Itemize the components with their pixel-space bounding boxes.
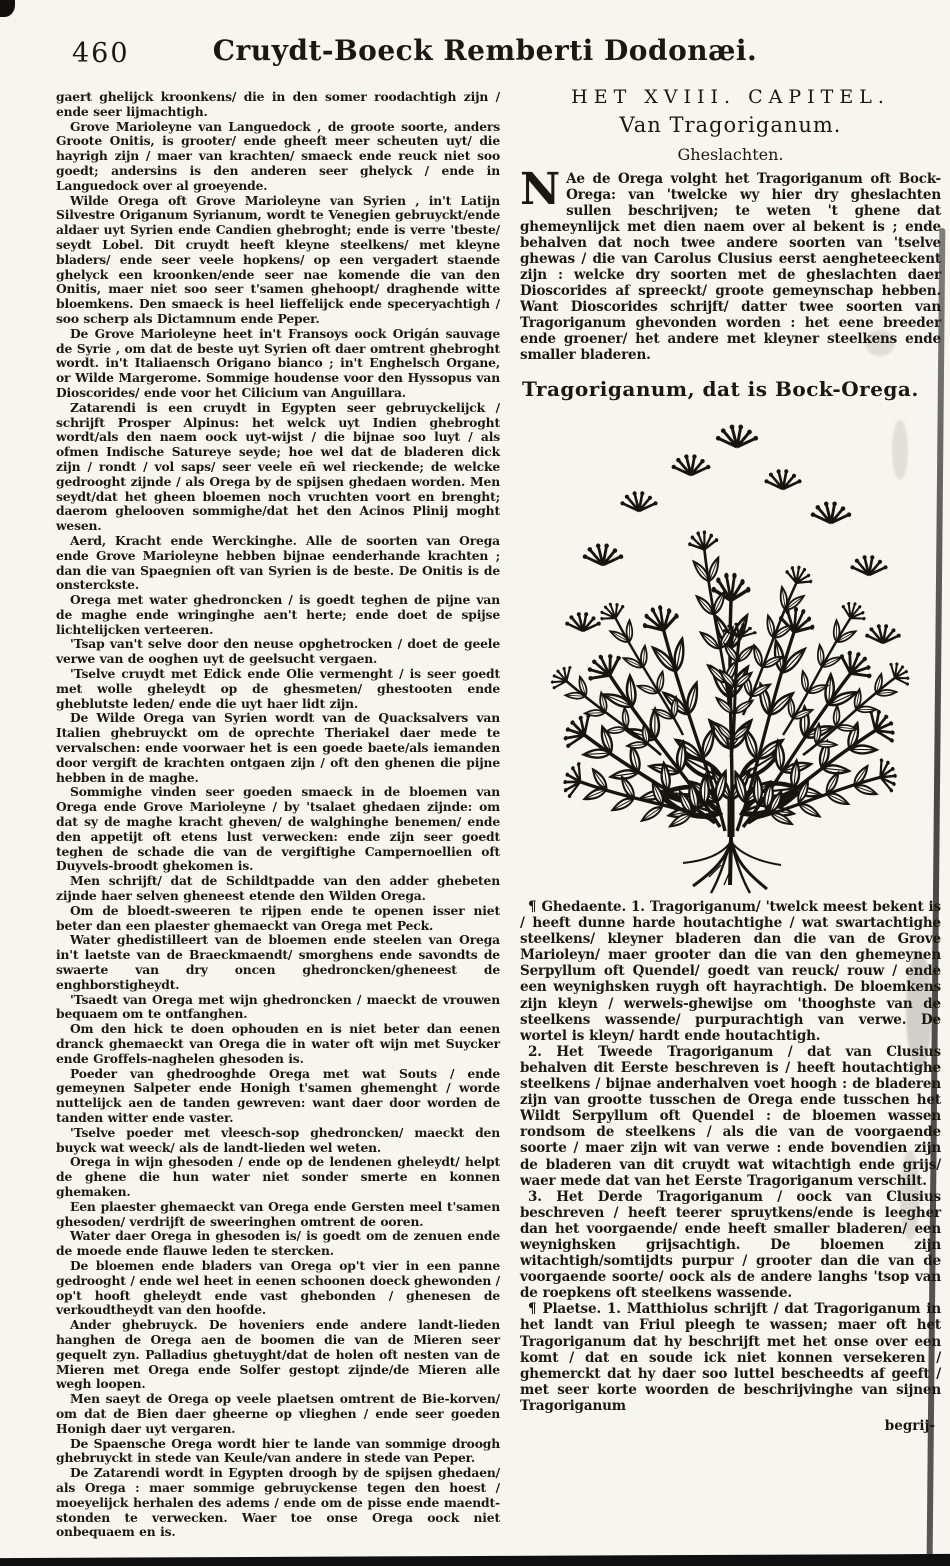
body-paragraph: Orega in wijn ghesoden / ende op de lendenen gheleydt/ helpt de ghene die hun water niet sonder smerte en konnen ghemaken. — [56, 1154, 500, 1199]
chapter-heading: HET XVIII. CAPITEL. — [571, 86, 890, 108]
figure-caption: Tragoriganum, dat is Bock-Orega. — [522, 377, 919, 401]
body-paragraph: De Grove Marioleyne heet in't Fransoys oock Origán sauvage de Syrie , om dat de beste uyt Syrien oft daer omtrent ghebroght wordt. in't Italiaensch Origano bianco ; in't Enghelsch Organe, or Wilde Margerome. Sommige houdense voor den Hyssopus van Dioscorides/ ende voor het Cilicium van Anguillara. — [56, 325, 500, 400]
body-paragraph: Poeder van ghedrooghde Orega met wat Souts / ende gemeynen Salpeter ende Honigh t'samen ghemenght / worde nuttelijck aen de tanden gewreven: want daer door worden de tanden witter ende vaster. — [56, 1065, 500, 1125]
body-paragraph: De Zatarendi wordt in Egypten droogh by de spijsen ghedaen/ als Orega : maer sommige gebruyckense tegen den hoest / moeyelijck herhalen des adems / ende om de pisse ende maendt-stonden te verwecken. Waer toe onse Orega oock niet onbequaem en is. — [56, 1465, 500, 1540]
description-paragraph: ¶ Ghedaente. 1. Tragoriganum/ 'twelck meest bekent is / heeft dunne harde houtachtighe / wat swartachtighe steelkens/ kleyner bladeren dan die van de Grove Marioleyn/ maer grooter dan die van den ghemeynen Serpyllum oft Quendel/ goedt van reuck/ rouw / ende een weynighsken ruygh oft hayrachtigh. De bloemkens zijn kleyn / werwels-ghewijse om 'thooghste van de steelkens wassende/ purpurachtigh van verwe. De wortel is kleyn/ hardt ende houtachtigh. — [520, 899, 941, 1044]
body-paragraph: Sommighe vinden seer goeden smaeck in de bloemen van Orega ende Grove Marioleyne / by 'tsalaet ghedaen zijnde: om dat sy de maghe kracht gheven/ de walghinghe benemen/ ende den appetijt oft etens lust verwecken: ende zijn seer goedt teghen de schade die van de vergiftighe Campernoellien oft Duyvels-broodt ghekomen is. — [56, 784, 500, 874]
section-heading: Gheslachten. — [677, 145, 784, 164]
body-paragraph: Aerd, Kracht ende Werckinghe. Alle de soorten van Orega ende Grove Marioleyne hebben bijnae eenderhande krachten ; dan die van Spaegnien oft van Syrien is de beste. De Onitis is de onsterckste. — [56, 532, 500, 593]
intro-text: Ae de Orega volght het Tragoriganum oft Bock-Orega: van 'twelcke wy hier dry gheslachten sullen beschrijven; te weten 't ghene dat ghemeynlijck met dien naem over al bekent is ; ende behalven dat noch twee andere soorten van 'tselve ghewas / die van Carolus Clusius eerst aengheteeckent zijn : welcke dry soorten met de gheslachten daer Dioscorides af spreeckt/ groote gemeynschap hebben. Want Dioscorides schrijft/ datter twee soorten van Tragoriganum ghevonden worden : het eene breeder ende groener/ het andere met kleyner steelkens ende smaller bladeren. — [520, 171, 941, 363]
intro-paragraph — [520, 164, 941, 363]
left-text-column — [56, 90, 500, 1540]
body-paragraph: De bloemen ende bladers van Orega op't vier in een panne gedrooght / ende wel heet in eenen schoonen doeck ghewonden / op't hooft gheleydt ende vast ghebonden / ghenesen de verkoudtheydt van den hoofde. — [56, 1257, 500, 1318]
body-paragraph: Een plaester ghemaeckt van Orega ende Gersten meel t'samen ghesoden/ verdrijft de sweeringhen omtrent de ooren. — [56, 1198, 500, 1229]
body-paragraph: 'Tselve cruydt met Edick ende Olie vermenght / is seer goedt met wolle gheleydt op de ghesmeten/ ghestooten ende gheblutste leden/ ende die uyt haer lidt zijn. — [56, 666, 500, 711]
body-paragraph: 'Tselve poeder met vleesch-sop ghedroncken/ maeckt den buyck wat weeck/ als de landt-lieden wel weten. — [56, 1124, 500, 1155]
body-paragraph: Water daer Orega in ghesoden is/ is goedt om de zenuen ende de moede ende flauwe leden te stercken. — [56, 1228, 500, 1259]
body-paragraph: Grove Marioleyne van Languedock , de groote soorte, anders Groote Onitis, is grooter/ ende gheeft meer scheuten uyt/ die hayrigh zijn / maer van krachten/ smaeck ende reuck niet soo goedt; andersins is den anderen seer ghelyck / ende in Languedock over al groeyende. — [56, 118, 500, 193]
description-paragraph: 3. Het Derde Tragoriganum / oock van Clusius beschreven / heeft teerer spruytkens/ende is leegher dan het voorgaende/ ende heeft smaller bladeren/ een weynighsken grijsachtigh. De bloemen zijn witachtigh/somtijdts purpur / grooter dan die van de voorgaende soorte/ oock als de andere langhs 'tsop van de roepkens oft steelkens wassende. — [520, 1188, 941, 1302]
body-paragraph: Wilde Orega oft Grove Marioleyne van Syrien , in't Latijn Silvestre Origanum Syrianum, wordt te Venegien gebruyckt/ende aldaer uyt Syrien ende Candien ghebroght; ende is verre 'tbeste/ seydt Lobel. Dit cruydt heeft kleyne steelkens/ met kleyne bladers/ ende seer veele hopkens/ op een vergadert staende ghelyck een kroonken/ende seer nae komende die van den Onitis, maer niet soo seer t'samen ghehoopt/ draghende witte bloemkens. Den smaeck is heel lieffelijck ende speceryachtigh / soo scherp als Dictamnum ende Peper. — [56, 192, 500, 326]
catchword: begrij- — [884, 1418, 935, 1434]
tragoriganum-woodcut-illustration — [531, 405, 931, 895]
body-paragraph: gaert ghelijck kroonkens/ die in den somer roodachtigh zijn / ende seer lijmachtigh. — [56, 89, 500, 119]
body-paragraph: De Spaensche Orega wordt hier te lande van sommige droogh ghebruyckt in stede van Keule/van andere in stede van Peper. — [56, 1435, 500, 1466]
chapter-subtitle: Van Tragoriganum. — [619, 113, 842, 137]
body-paragraph: 'Tsaedt van Orega met wijn ghedroncken / maeckt de vrouwen bequaem om te ontfanghen. — [56, 991, 500, 1022]
body-paragraph: Om den hick te doen ophouden en is niet beter dan eenen dranck ghemaeckt van Orega die in water oft wijn met Suycker ende Groffels-naghelen ghesoden is. — [56, 1021, 500, 1066]
body-paragraph: De Wilde Orega van Syrien wordt van de Quacksalvers van Italien ghebruyckt om de oprechte Theriakel daer mede te vervalschen: ende voorwaer het is een goede baete/als iemanden door vergift de krachten ontgaen zijn / oft den ghenen die pijne hebben in de maghe. — [56, 710, 500, 785]
page-number: 460 — [72, 38, 130, 69]
running-title: Cruydt-Boeck Remberti Dodonæi. — [212, 34, 758, 67]
body-paragraph: 'Tsap van't selve door den neuse opghetrocken / doet de geele verwe van de ooghen uyt de geelsucht vergaen. — [56, 636, 500, 667]
body-paragraph: Om de bloedt-sweeren te rijpen ende te openen isser niet beter dan een plaester ghemaeckt van Orega met Peck. — [56, 902, 500, 933]
figure-wrap — [520, 405, 941, 899]
body-paragraph: Water ghedistilleert van de bloemen ende steelen van Orega in't laetste van de Braeckmaendt/ smorghens ende savondts de swaerte van dry oncen ghedroncken/gheneest de enghborstigheydt. — [56, 932, 500, 992]
body-paragraph: Zatarendi is een cruydt in Egypten seer gebruyckelijck / schrijft Prosper Alpinus: het welck uyt Indien ghebroght wordt/als den naem oock uyt-wijst / die bijnae soo luyt / als ofmen Indische Satureye seyde; hoe wel dat de bladeren dick zijn / rondt / vol saps/ seer veele eñ wel rieckende; de welcke gedrooght zijnde / als Orega by de spijsen ghedaen worden. Men seydt/dat het gheen bloemen noch vruchten voort en brenght; daerom ghelooven sommighe/dat het den Acinos Plinij moght wesen. — [56, 399, 500, 534]
scan-bottom-edge — [0, 1554, 950, 1566]
scan-ink-blob — [0, 0, 15, 17]
right-text-column — [520, 86, 941, 1434]
description-paragraph: ¶ Plaetse. 1. Matthiolus schrijft / dat Tragoriganum in het landt van Friul pleegh te wassen; maer oft het Tragoriganum dat hy beschrijft met het onse over een komt / dat en soude ick niet konnen versekeren / ghemerckt dat hy daer soo luttel bescheedts af geeft / met seer korte woorden de beschrijvinghe van sijnen Tragoriganum — [520, 1301, 941, 1414]
description-paragraphs — [520, 899, 941, 1414]
description-paragraph: 2. Het Tweede Tragoriganum / dat van Clusius behalven dit Eerste beschreven is / heeft houtachtighe steelkens / bijnae anderhalven voet hoogh : de bladeren zijn van grootte tusschen de Orega ende tusschen het Wildt Serpyllum oft Quendel : de bloemen wassen rondsom de steelkens / als die van de voorgaende soorte / maer zijn wit van verwe : ende bovendien zijn de bladeren van dit cruydt wat witachtigh ende grijs/ waer mede dat van het Eerste Tragoriganum verschilt. — [520, 1043, 941, 1189]
body-paragraph: Orega met water ghedroncken / is goedt teghen de pijne van de maghe ende wringinghe aen't herte; ende doet de spijse lichtelijcken verteeren. — [56, 592, 500, 637]
body-paragraph: Men schrijft/ dat de Schildtpadde van den adder ghebeten zijnde haer selven gheneest etende den Wilden Orega. — [56, 873, 500, 904]
drop-cap-initial: N — [520, 164, 561, 215]
body-paragraph: Men saeyt de Orega op veele plaetsen omtrent de Bie-korven/ om dat de Bien daer gheerne op vlieghen / ende seer goeden Honigh daer uyt vergaren. — [56, 1391, 500, 1436]
body-paragraph: Ander ghebruyck. De hoveniers ende andere landt-lieden hanghen de Orega aen de boomen die van de Mieren seer gequelt zyn. Palladius ghetuyght/dat de holen oft nesten van de Mieren met Orega ende Solfer gestopt zijnde/de Mieren alle wegh loopen. — [56, 1317, 500, 1392]
